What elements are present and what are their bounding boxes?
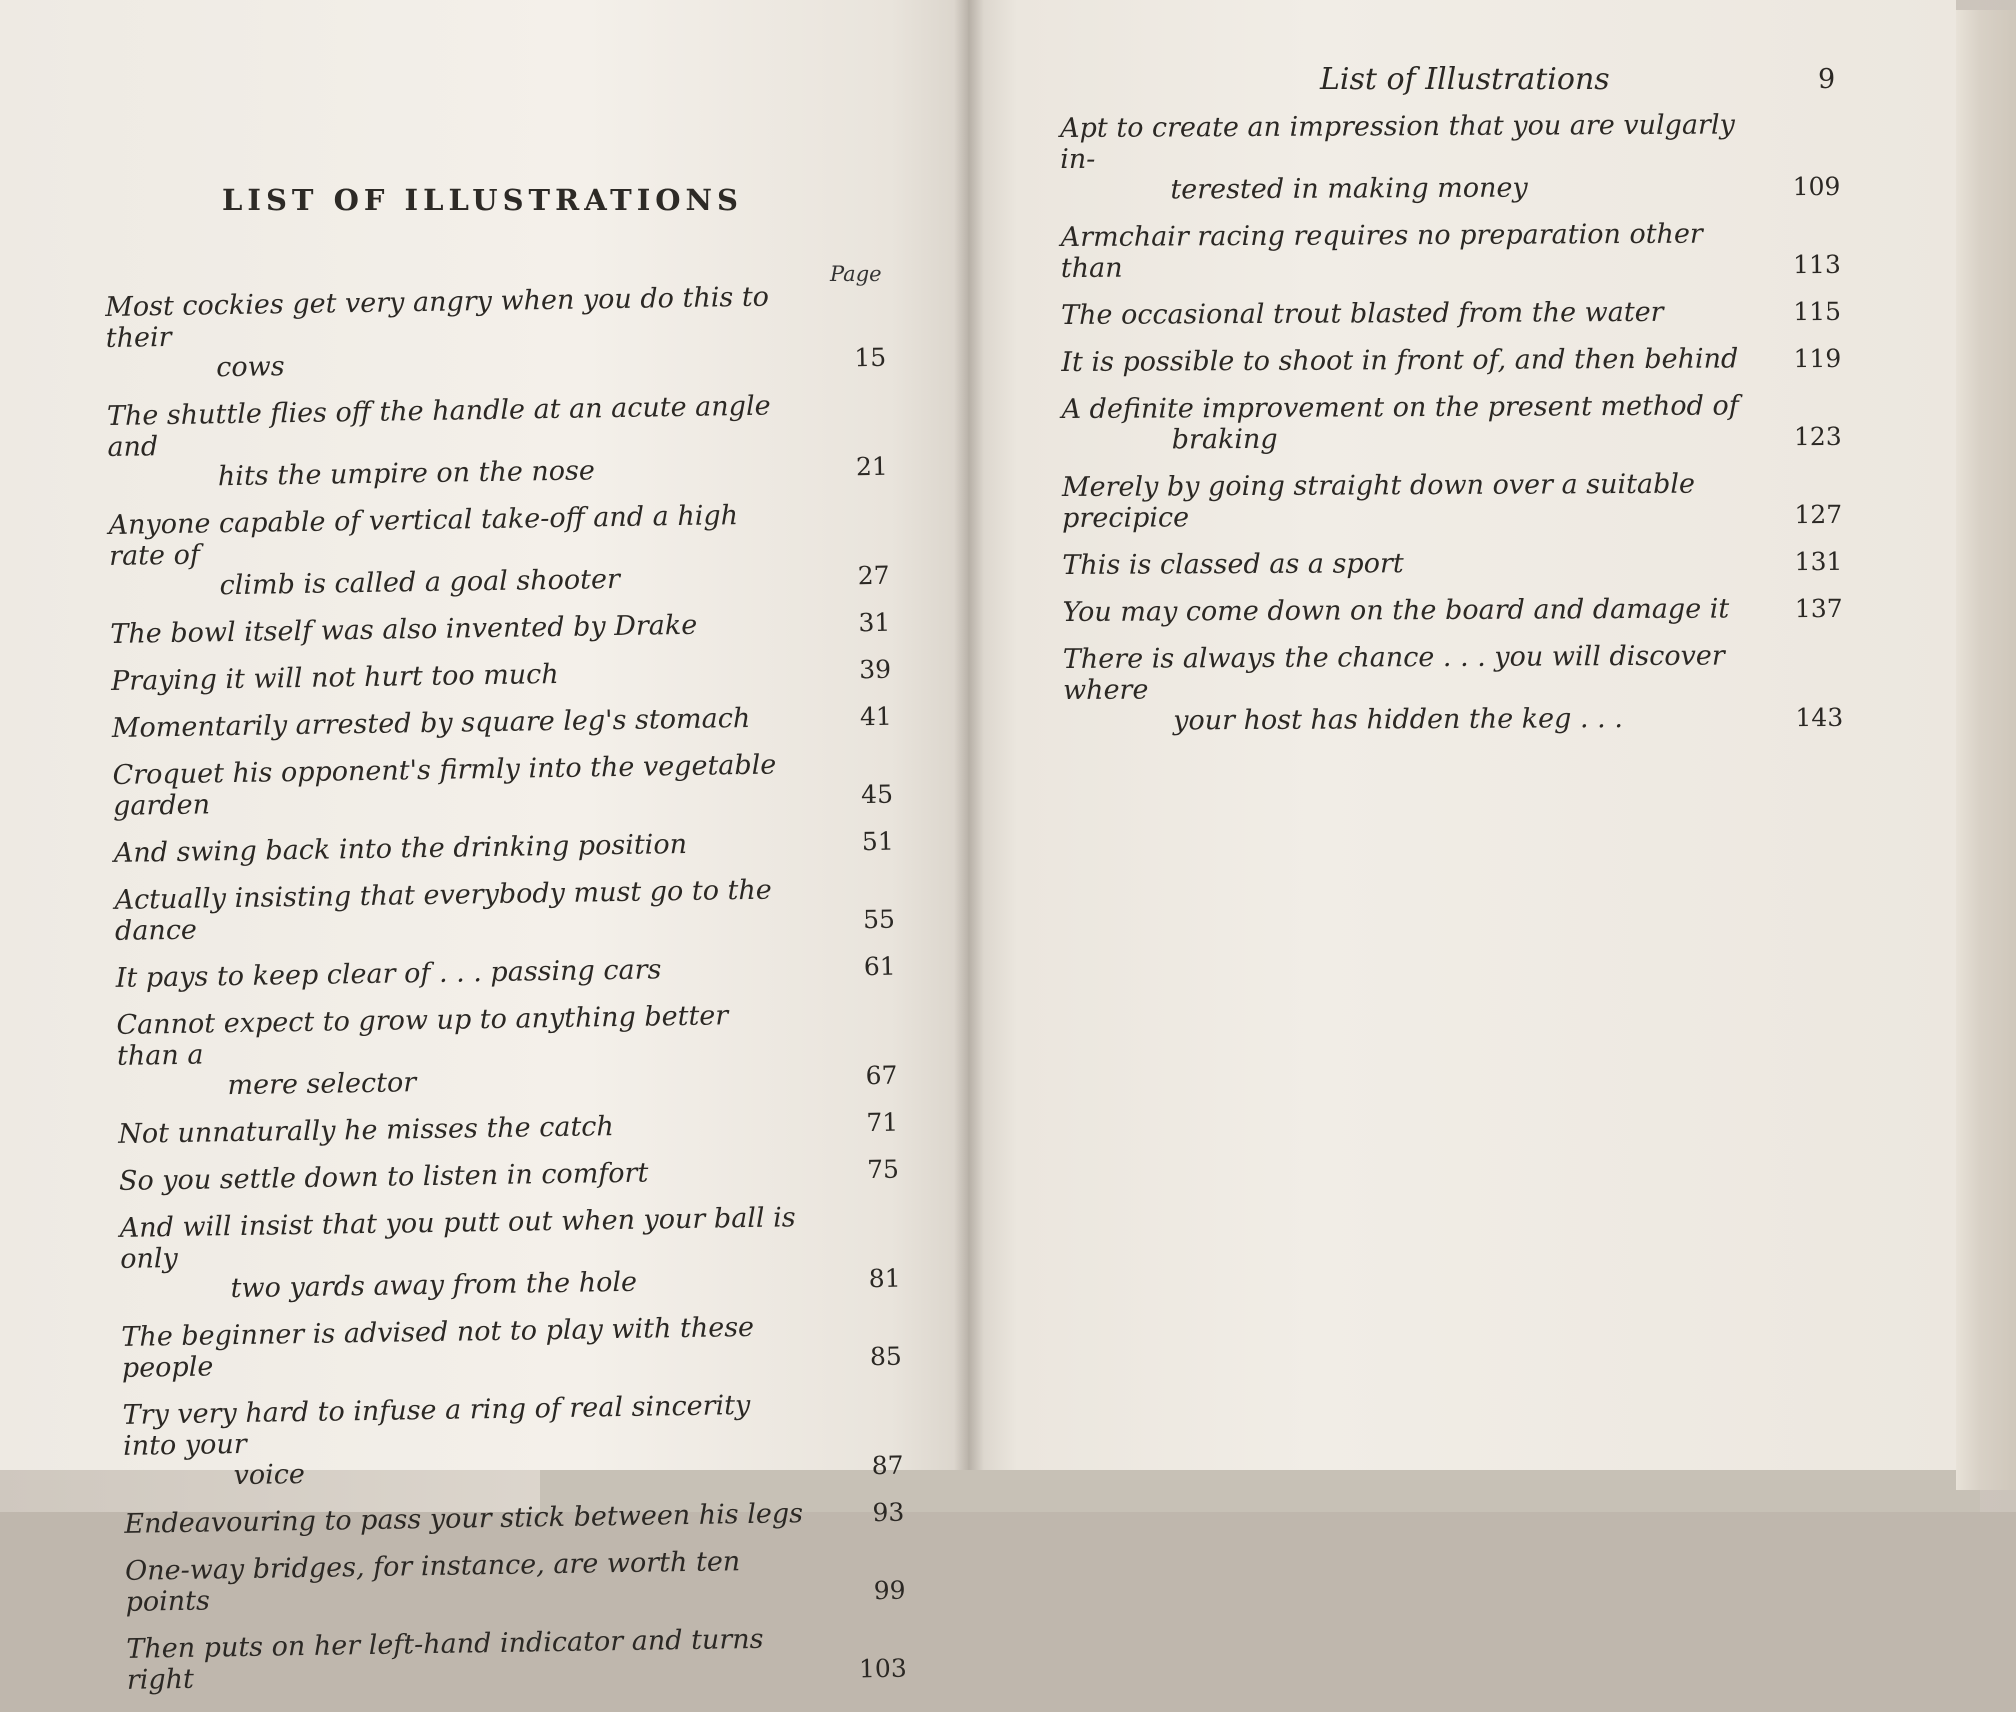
illustration-caption	[1061, 218, 1741, 284]
page-reference: 123	[1793, 421, 1842, 452]
caption-line: So you settle down to listen in comfort	[118, 1157, 649, 1197]
list-item	[124, 1497, 904, 1540]
page-reference: 81	[868, 1263, 901, 1294]
caption-line: Endeavouring to pass your stick between his legs	[124, 1498, 804, 1540]
caption-line: Momentarily arrested by square leg's stomach	[111, 702, 751, 744]
caption-line: The beginner is advised not to play with these people	[121, 1311, 755, 1384]
page-reference: 119	[1793, 343, 1842, 374]
illustration-caption	[116, 952, 796, 994]
illustration-caption	[112, 749, 793, 822]
caption-line-continued: climb is called a goal shooter	[219, 563, 621, 602]
caption-line-continued: your host has hidden the keg . . .	[1173, 703, 1623, 737]
page-reference: 41	[859, 701, 892, 732]
page-reference: 45	[860, 779, 894, 810]
illustration-caption	[111, 655, 791, 697]
list-item	[112, 701, 892, 744]
list-item	[122, 1388, 903, 1493]
caption-line: Anyone capable of vertical take-off and a high rate of	[108, 500, 739, 572]
running-head: List of Illustrations	[1320, 62, 1610, 97]
illustration-caption	[118, 1108, 798, 1150]
list-item	[126, 1622, 907, 1696]
page-number: 9	[1818, 64, 1836, 95]
page-reference: 87	[871, 1450, 904, 1481]
page-reference: 61	[863, 951, 896, 982]
page-reference: 143	[1795, 702, 1844, 733]
list-item	[114, 826, 894, 869]
illustration-caption	[105, 281, 786, 385]
list-item	[125, 1544, 906, 1618]
caption-line: Cannot expect to grow up to anything better than a	[116, 1000, 729, 1072]
caption-line-continued: cows	[215, 351, 285, 384]
caption-line-continued: terested in making money	[1170, 172, 1528, 206]
page-title: LIST OF ILLUSTRATIONS	[222, 183, 743, 217]
list-item	[1061, 390, 1841, 456]
caption-line: Not unnaturally he misses the catch	[117, 1111, 615, 1150]
list-item	[1061, 218, 1841, 284]
illustration-caption	[124, 1498, 804, 1540]
page-reference: 99	[873, 1575, 906, 1606]
caption-line-continued: voice	[233, 1459, 306, 1492]
list-item	[116, 951, 896, 994]
caption-line: A definite improvement on the present method of	[1061, 390, 1739, 425]
caption-line: Try very hard to infuse a ring of real sincerity into your	[122, 1390, 751, 1462]
caption-line: And will insist that you putt out when your ball is only	[119, 1202, 796, 1275]
illustration-caption	[1062, 468, 1742, 534]
list-item	[119, 1201, 900, 1306]
list-item	[1061, 343, 1841, 378]
caption-line: Armchair racing requires no preparation other than	[1060, 218, 1703, 284]
list-item	[108, 498, 889, 603]
list-item	[1063, 640, 1843, 737]
illustration-caption	[110, 608, 790, 650]
illustration-list-right	[1060, 109, 1843, 753]
caption-line: One-way bridges, for instance, are worth ten points	[124, 1546, 741, 1618]
illustration-caption	[107, 390, 788, 494]
list-item	[116, 998, 897, 1103]
caption-line: And swing back into the drinking position	[113, 828, 688, 869]
page-reference: 21	[855, 451, 889, 482]
caption-line: Then puts on her left-hand indicator and turns right	[126, 1623, 764, 1696]
illustration-caption	[121, 1311, 802, 1384]
illustration-caption	[119, 1202, 800, 1306]
page-reference: 31	[858, 607, 891, 638]
page-reference: 39	[858, 654, 892, 685]
list-item	[114, 873, 895, 947]
list-item	[111, 654, 891, 697]
illustration-caption	[1060, 109, 1740, 206]
page-reference: 85	[869, 1341, 903, 1372]
illustration-caption	[1061, 296, 1741, 331]
illustration-caption	[1063, 640, 1743, 737]
illustration-list-left	[105, 280, 907, 1712]
page-reference: 137	[1794, 593, 1843, 624]
list-item	[110, 607, 890, 650]
caption-line-continued: braking	[1171, 423, 1278, 456]
caption-line: It is possible to shoot in front of, and then behind	[1061, 343, 1739, 378]
page-column-label: Page	[830, 262, 882, 286]
list-item	[119, 1154, 899, 1197]
caption-line: Praying it will not hurt too much	[110, 658, 559, 697]
list-item	[118, 1107, 898, 1150]
list-item	[1061, 296, 1841, 331]
page-reference: 103	[858, 1653, 907, 1684]
illustration-caption	[1061, 343, 1741, 378]
illustration-caption	[1063, 593, 1743, 628]
page-reference: 75	[866, 1154, 900, 1185]
page-reference: 51	[861, 826, 894, 857]
caption-line-continued: mere selector	[227, 1067, 417, 1102]
caption-line: You may come down on the board and damage it	[1062, 593, 1730, 628]
caption-line: This is classed as a sport	[1062, 548, 1404, 581]
book-gutter	[954, 0, 984, 1470]
list-item	[1060, 109, 1840, 206]
page-reference: 27	[857, 560, 890, 591]
illustration-caption	[1062, 546, 1742, 581]
caption-line-continued: two yards away from the hole	[230, 1266, 638, 1305]
caption-line: Most cockies get very angry when you do this to their	[105, 281, 770, 354]
list-item	[121, 1310, 902, 1384]
caption-line: There is always the chance . . . you will discover where	[1062, 640, 1725, 706]
page-reference: 115	[1793, 296, 1842, 327]
list-item	[1063, 593, 1843, 628]
page-reference: 113	[1793, 249, 1841, 280]
illustration-caption	[126, 1623, 807, 1696]
list-item	[105, 280, 886, 385]
illustration-caption	[116, 999, 797, 1103]
list-item	[112, 748, 893, 822]
caption-line: Croquet his opponent's firmly into the vegetable garden	[112, 749, 777, 822]
list-item	[107, 389, 888, 494]
illustration-caption	[108, 499, 789, 603]
page-reference: 127	[1794, 499, 1843, 530]
illustration-caption	[125, 1545, 806, 1618]
illustration-caption	[119, 1155, 799, 1197]
page-reference: 93	[872, 1497, 905, 1528]
page-reference: 131	[1794, 546, 1843, 577]
page-reference: 55	[862, 904, 896, 935]
illustration-caption	[114, 827, 794, 869]
page-reference: 109	[1792, 171, 1841, 202]
caption-line: The occasional trout blasted from the water	[1060, 296, 1664, 331]
caption-line: The shuttle flies off the handle at an acute angle and	[106, 390, 771, 463]
illustration-caption	[112, 702, 792, 744]
page-reference: 15	[854, 342, 887, 373]
page-reference: 71	[866, 1107, 899, 1138]
illustration-caption	[114, 874, 795, 947]
caption-line: Apt to create an impression that you are vulgarly in-	[1060, 109, 1735, 175]
page-reference: 67	[865, 1060, 898, 1091]
caption-line: The bowl itself was also invented by Drake	[110, 609, 698, 650]
page-stack-edge	[1956, 10, 2016, 1490]
illustration-caption	[1061, 390, 1741, 456]
list-item	[1062, 546, 1842, 581]
caption-line: Merely by going straight down over a suitable precipice	[1061, 468, 1696, 534]
caption-line-continued: hits the umpire on the nose	[217, 455, 596, 493]
list-item	[1062, 468, 1842, 534]
caption-line: It pays to keep clear of . . . passing cars	[115, 954, 662, 994]
caption-line: Actually insisting that everybody must go to the dance	[114, 874, 773, 947]
illustration-caption	[122, 1389, 803, 1493]
